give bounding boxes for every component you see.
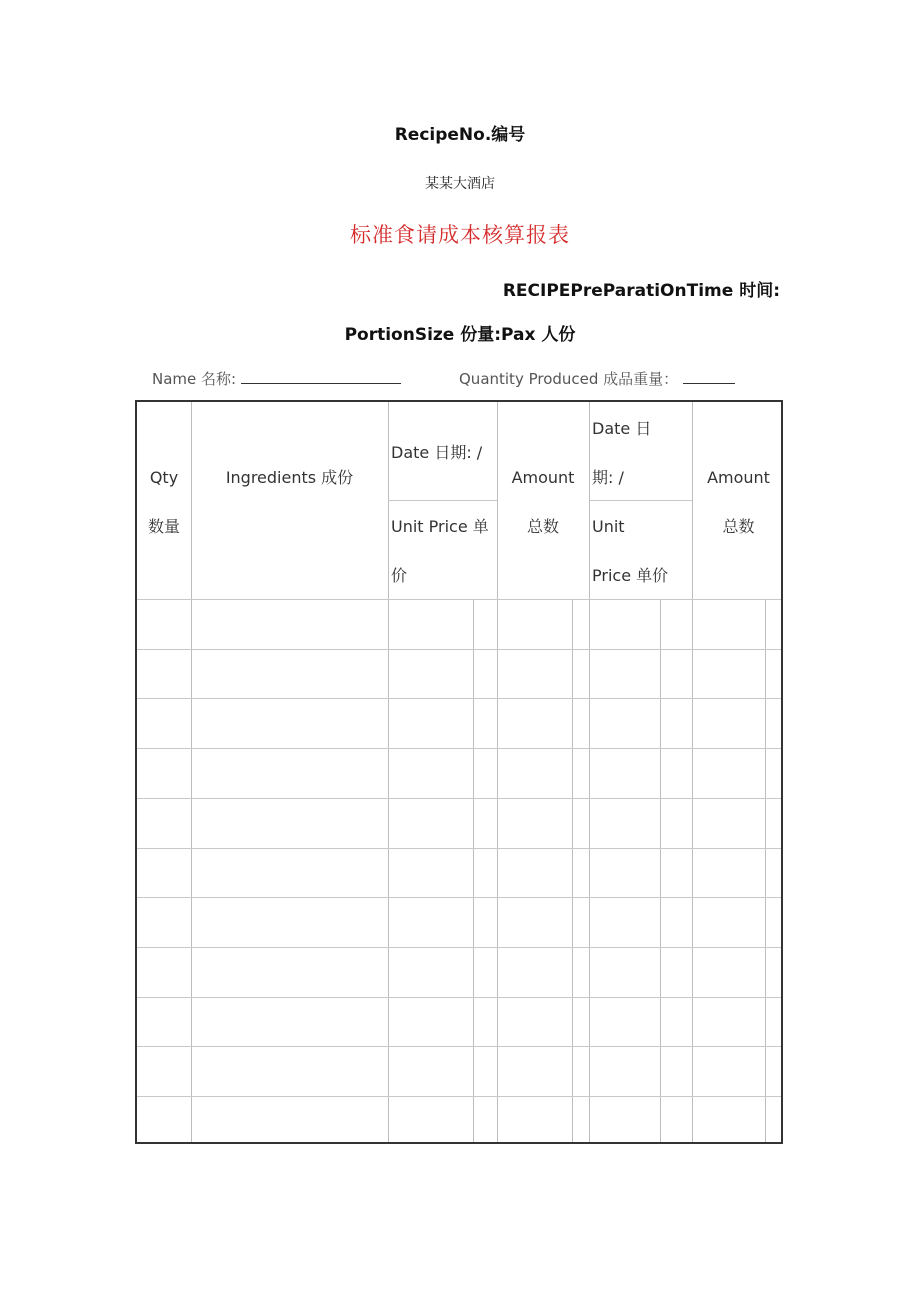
header-amount-1: Amount <box>511 468 575 487</box>
row-divider <box>137 897 781 898</box>
table-row[interactable] <box>137 698 781 747</box>
header-date-1: Date 日期: / <box>391 443 483 462</box>
table-row[interactable] <box>137 649 781 698</box>
row-divider <box>137 748 781 749</box>
quantity-produced-label: Quantity Produced 成品重量： <box>459 370 679 388</box>
name-field <box>152 368 401 389</box>
header-unit-price-2-cont: Price 单价 <box>592 566 669 585</box>
row-divider <box>137 649 781 650</box>
header-date-2: Date 日 <box>592 419 652 438</box>
row-divider <box>137 1046 781 1047</box>
table-row[interactable] <box>137 599 781 648</box>
row-divider <box>137 698 781 699</box>
header-unit-price-1-cont: 价 <box>391 566 408 585</box>
portion-size: PortionSize 份量:Pax 人份 <box>344 325 576 345</box>
table-row[interactable] <box>137 947 781 996</box>
header-amount-2: Amount <box>707 468 770 487</box>
table-row[interactable] <box>137 1046 781 1095</box>
preparation-time: RECIPEPreParatiOnTime 时间: <box>502 281 780 301</box>
cost-table <box>135 400 783 1144</box>
header-amount-2-cn: 总数 <box>722 517 755 536</box>
table-row[interactable] <box>137 748 781 797</box>
report-title: 标准食请成本核算报表 <box>350 223 570 247</box>
row-divider <box>137 997 781 998</box>
table-row[interactable] <box>137 897 781 946</box>
header-date-2-cont: 期: / <box>592 468 624 487</box>
row-divider <box>137 798 781 799</box>
table-row[interactable] <box>137 1096 781 1145</box>
header-ingredients: Ingredients 成份 <box>225 468 354 487</box>
row-divider <box>137 1096 781 1097</box>
table-row[interactable] <box>137 798 781 847</box>
recipe-number: RecipeNo.编号 <box>394 125 526 145</box>
header-qty-cn: 数量 <box>147 517 180 536</box>
name-blank[interactable] <box>241 369 401 384</box>
header-qty: Qty <box>149 468 179 487</box>
table-row[interactable] <box>137 997 781 1046</box>
header-amount-1-cn: 总数 <box>526 517 559 536</box>
header-unit-price-2: Unit <box>592 517 625 536</box>
header-split <box>388 500 497 501</box>
row-divider <box>137 848 781 849</box>
hotel-name: 某某大酒店 <box>425 176 495 192</box>
header-unit-price-1: Unit Price 单 <box>391 517 489 536</box>
quantity-produced-blank[interactable] <box>683 369 735 384</box>
row-divider <box>137 947 781 948</box>
table-row[interactable] <box>137 848 781 897</box>
name-label: Name 名称: <box>152 370 237 388</box>
quantity-produced-field <box>459 368 735 389</box>
